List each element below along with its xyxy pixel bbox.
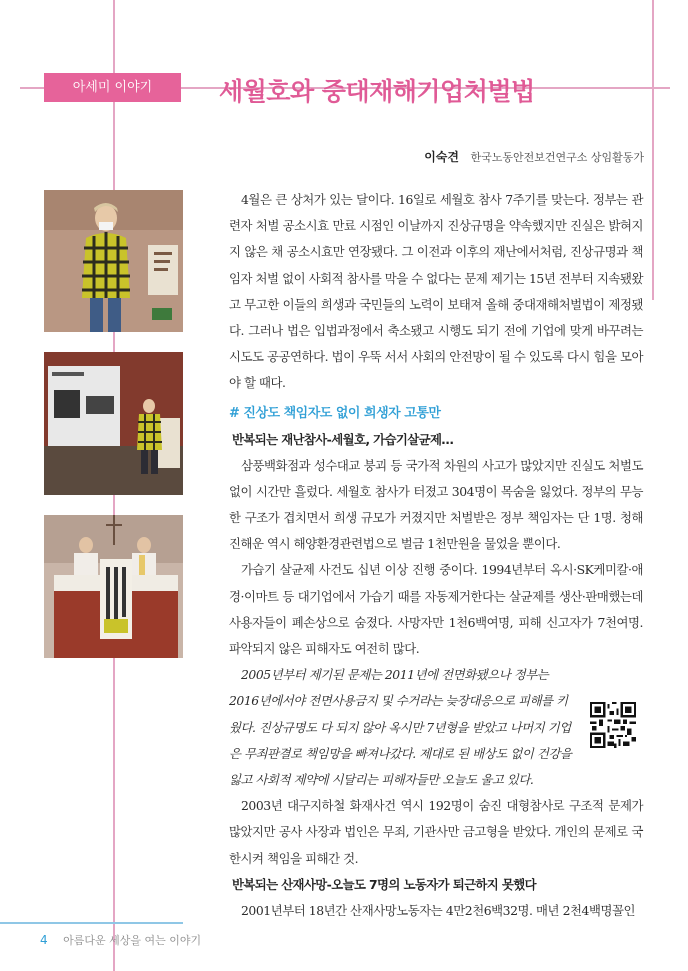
subheading-industrial-deaths: 반복되는 산재사망-오늘도 7명의 노동자가 퇴근하지 못했다 <box>232 876 536 892</box>
paragraph-humidifier-response: 2005년부터 제기된 문제는 2011년에 전면화됐으나 정부는 2016년에서야 전면사용금지 및 수거라는 늦장대응으로 피해를 키웠다. 진상규명도 다 되지 않아 옥시만 7년형을 받았고 나머지 기업은 무죄판결로 책임망을 빠져나갔다. 제대로 된 배상도 없이 건강을 잃고 사회적 제약에 시달리는 피해자들만 오늘도 울고 있다. <box>229 667 572 788</box>
page-footer <box>40 932 201 948</box>
speaker-projector-photo <box>44 352 183 495</box>
subheading-disasters: 반복되는 재난참사-세월호, 가습기살균제… <box>232 431 454 447</box>
author-byline <box>424 148 644 165</box>
ceremony-photo <box>44 515 183 658</box>
qr-code-icon[interactable] <box>590 702 636 748</box>
section-heading: # 진상도 책임자도 없이 희생자 고통만 <box>229 405 441 421</box>
author-affiliation: 한국노동안전보건연구소 상임활동가 <box>470 151 644 164</box>
paragraph-sewol: 삼풍백화점과 성수대교 붕괴 등 국가적 차원의 사고가 많았지만 진실도 처벌도 없이 시간만 흘렀다. 세월호 참사가 터졌고 304명이 목숨을 잃었다. 정부의 무능한 구조가 겹치면서 희생 규모가 커졌지만 처벌받은 정부 책임자는 단 1명. 청해진해운 역시 해양환경관련법으로 벌금 1천만원을 물었을 뿐이다. <box>229 457 643 552</box>
speaker-photo <box>44 190 183 332</box>
magazine-name: 아름다운 세상을 여는 이야기 <box>63 934 202 947</box>
right-guide-line <box>652 0 654 300</box>
article-title: 세월호와 중대재해기업처벌법 <box>219 77 535 106</box>
author-name: 이숙견 <box>424 150 459 164</box>
article-body <box>229 187 643 924</box>
paragraph-industrial-deaths: 2001년부터 18년간 산재사망노동자는 4만2천6백32명. 매년 2천4백명꼴인 <box>241 902 636 918</box>
paragraph-intro: 4월은 큰 상처가 있는 달이다. 16일로 세월호 참사 7주기를 맞는다. 정부는 관련자 처벌 공소시효 만료 시점인 이날까지 진상규명을 약속했지만 진실은 밝혀지지 않은 채 공소시효만 연장됐다. 그 이전과 이후의 재난에서처럼, 진상규명과 책임자 처벌 없이 사회적 참사를 막을 수 없다는 문제 제기는 15년 전부터 지속됐왔고 무고한 이들의 희생과 국민들의 노력이 보태져 올해 중대재해처벌법이 제정됐다. 그러나 법은 입법과정에서 축소됐고 시행도 되기 전에 기업에 맞게 바꾸려는 시도도 공공연하다. 법이 우뚝 서서 사회의 안전망이 될 수 있도록 다시 힘을 모아야 할 때다. <box>229 192 643 391</box>
paragraph-daegu-subway: 2003년 대구지하철 화재사건 역시 192명이 숨진 대형참사로 구조적 문제가 많았지만 공사 사장과 법인은 무죄, 기관사만 금고형을 받았다. 개인의 문제로 국한시켜 책임을 피해간 것. <box>229 798 643 866</box>
section-tag: 아세미 이야기 <box>44 73 181 102</box>
page-number: 4 <box>40 933 48 947</box>
paragraph-humidifier: 가습기 살균제 사건도 십년 이상 진행 중이다. 1994년부터 옥시·SK케미칼·애경·이마트 등 대기업에서 가습기 때를 자동제거한다는 살균제를 생산·판매했는데 사용자들이 폐손상으로 숨졌다. 사망자만 1천6백여명, 피해 신고자가 7천여명. 파악되지 않은 피해자도 여전히 많다. <box>229 562 643 657</box>
footer-guide-line <box>0 922 183 924</box>
